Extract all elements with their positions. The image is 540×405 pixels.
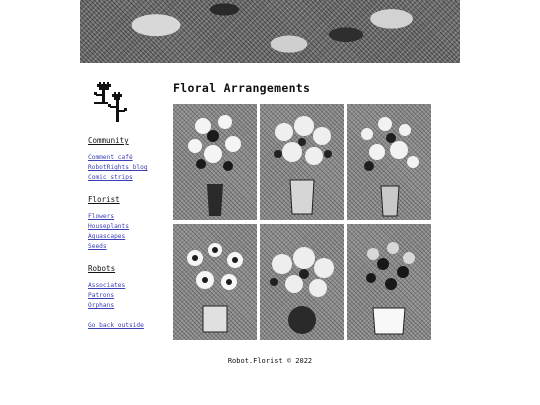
nav-link-associates[interactable]: Associates xyxy=(88,282,126,289)
bouquet-wildflowers-vase-image[interactable] xyxy=(347,104,431,220)
page-title: Floral Arrangements xyxy=(173,81,311,95)
sidebar-nav xyxy=(88,136,168,343)
sidebar-group-title: Community xyxy=(88,136,129,145)
bouquet-daisies-vase-image[interactable] xyxy=(173,224,257,340)
nav-link-seeds[interactable]: Seeds xyxy=(88,243,107,250)
bouquet-white-pot-image[interactable] xyxy=(347,224,431,340)
nav-link-flowers[interactable]: Flowers xyxy=(88,213,115,220)
nav-link-aquascapes[interactable]: Aquascapes xyxy=(88,233,126,240)
nav-link-orphans[interactable]: Orphans xyxy=(88,302,115,309)
bouquet-roses-round-vase-image[interactable] xyxy=(260,224,344,340)
nav-link-houseplants[interactable]: Houseplants xyxy=(88,223,129,230)
go-back-outside-link[interactable]: Go back outside xyxy=(88,322,144,329)
robot-flower-logo-icon[interactable] xyxy=(90,80,130,126)
sidebar-group-title: Florist xyxy=(88,195,120,204)
sidebar-group-title: Robots xyxy=(88,264,116,273)
bouquet-roses-glass-vase-image[interactable] xyxy=(260,104,344,220)
header-banner-image xyxy=(80,0,460,63)
footer-copyright: Robot.Florist © 2022 xyxy=(227,357,313,365)
sidebar-group-florist xyxy=(88,195,168,252)
nav-link-robotrights-blog[interactable]: RobotRights blog xyxy=(88,164,148,171)
nav-link-comment-cafe[interactable]: Comment café xyxy=(88,154,133,161)
arrangements-gallery xyxy=(173,104,431,340)
bouquet-tall-vase-image[interactable] xyxy=(173,104,257,220)
nav-link-comic-strips[interactable]: Comic strips xyxy=(88,174,133,181)
nav-link-patrons[interactable]: Patrons xyxy=(88,292,115,299)
sidebar-group-robots xyxy=(88,264,168,331)
sidebar-group-community xyxy=(88,136,168,183)
